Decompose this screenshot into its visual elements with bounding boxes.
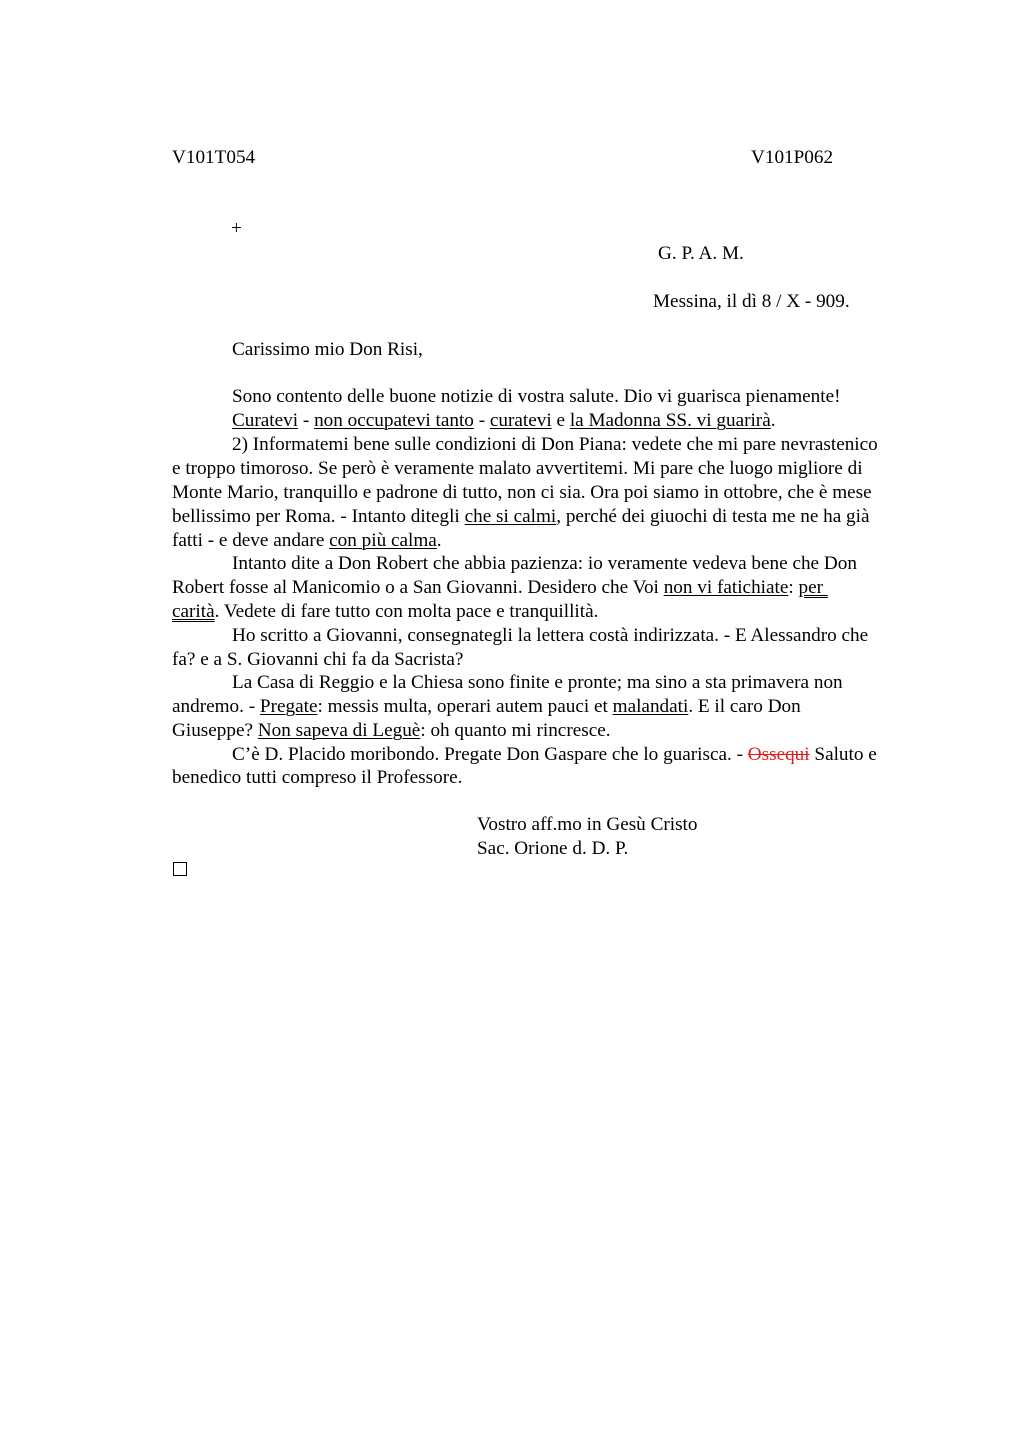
text-segment: , perché dei giuochi di testa me ne ha già: [556, 506, 870, 527]
paragraph-5-line-2: [172, 695, 932, 719]
text-segment: .: [436, 530, 442, 551]
paragraph-2-line-1: 2) Informatemi bene sulle condizioni di Don Piana: vedete che mi pare nevrastenico: [232, 434, 878, 455]
document-code-right: V101P062: [751, 147, 834, 168]
underlined-text: curatevi: [489, 410, 552, 431]
paragraph-6-line-2: benedico tutti compreso il Professore.: [172, 767, 463, 788]
paragraph-2-line-4: [172, 505, 932, 529]
underlined-text: malandati: [612, 696, 689, 717]
double-underlined-text: per: [798, 577, 828, 598]
text-segment: -: [473, 410, 490, 431]
text-segment: :: [788, 577, 799, 598]
paragraph-2-line-5: [172, 529, 932, 553]
text-segment: : messis multa, operari autem pauci et: [317, 696, 613, 717]
signature: Sac. Orione d. D. P.: [477, 838, 629, 859]
paragraph-1-line-2: [232, 409, 992, 433]
paragraph-1-line-1: Sono contento delle buone notizie di vostra salute. Dio vi guarisca pienamente!: [232, 386, 841, 407]
paragraph-4-line-1: Ho scritto a Giovanni, consegnategli la lettera costà indirizzata. - E Alessandro che: [232, 625, 869, 646]
double-underlined-text: carità: [172, 601, 215, 622]
text-segment: bellissimo per Roma. - Intanto ditegli: [172, 506, 465, 527]
document-code-left: V101T054: [172, 147, 256, 168]
place-date: Messina, il dì 8 / X - 909.: [653, 291, 850, 312]
text-segment: -: [298, 410, 315, 431]
text-segment: Giuseppe?: [172, 720, 258, 741]
paragraph-6-line-1: [232, 743, 992, 767]
text-segment: Robert fosse al Manicomio o a San Giovanni. Desidero che Voi: [172, 577, 664, 598]
underlined-text: con più calma: [329, 530, 437, 551]
underlined-text: non occupatevi tanto: [314, 410, 474, 431]
text-segment: Saluto e: [809, 744, 877, 765]
salutation: Carissimo mio Don Risi,: [232, 339, 423, 360]
underlined-text: non vi fatichiate: [663, 577, 789, 598]
paragraph-2-line-3: Monte Mario, tranquillo e padrone di tutto, non ci sia. Ora poi siamo in ottobre, che è mese: [172, 482, 872, 503]
underlined-text: la Madonna SS. vi guarirà: [569, 410, 771, 431]
closing-line-1: Vostro aff.mo in Gesù Cristo: [477, 814, 698, 835]
paragraph-5-line-3: [172, 719, 932, 743]
text-segment: .: [770, 410, 776, 431]
text-segment: : oh quanto mi rincresce.: [420, 720, 611, 741]
underlined-text: Curatevi: [232, 410, 299, 431]
text-segment: andremo. -: [172, 696, 260, 717]
text-segment: . Vedete di fare tutto con molta pace e tranquillità.: [214, 601, 599, 622]
underlined-text: Pregate: [259, 696, 318, 717]
paragraph-3-line-2: [172, 576, 932, 600]
struck-text: Ossequi: [747, 744, 810, 765]
paragraph-3-line-1: Intanto dite a Don Robert che abbia pazienza: io veramente vedeva bene che Don: [232, 553, 857, 574]
square-marker-icon: [173, 862, 187, 876]
cross-symbol: +: [231, 218, 242, 239]
paragraph-3-line-3: [172, 600, 932, 624]
text-segment: e: [551, 410, 570, 431]
motto: G. P. A. M.: [658, 243, 744, 264]
underlined-text: Non sapeva di Leguè: [257, 720, 421, 741]
text-segment: C’è D. Placido moribondo. Pregate Don Gaspare che lo guarisca. -: [232, 744, 748, 765]
text-segment: fatti - e deve andare: [172, 530, 330, 551]
paragraph-4-line-2: fa? e a S. Giovanni chi fa da Sacrista?: [172, 649, 464, 670]
paragraph-2-line-2: e troppo timoroso. Se però è veramente malato avvertitemi. Mi pare che luogo migliore di: [172, 458, 863, 479]
paragraph-5-line-1: La Casa di Reggio e la Chiesa sono finite e pronte; ma sino a sta primavera non: [232, 672, 843, 693]
underlined-text: che si calmi: [464, 506, 557, 527]
text-segment: . E il caro Don: [688, 696, 801, 717]
